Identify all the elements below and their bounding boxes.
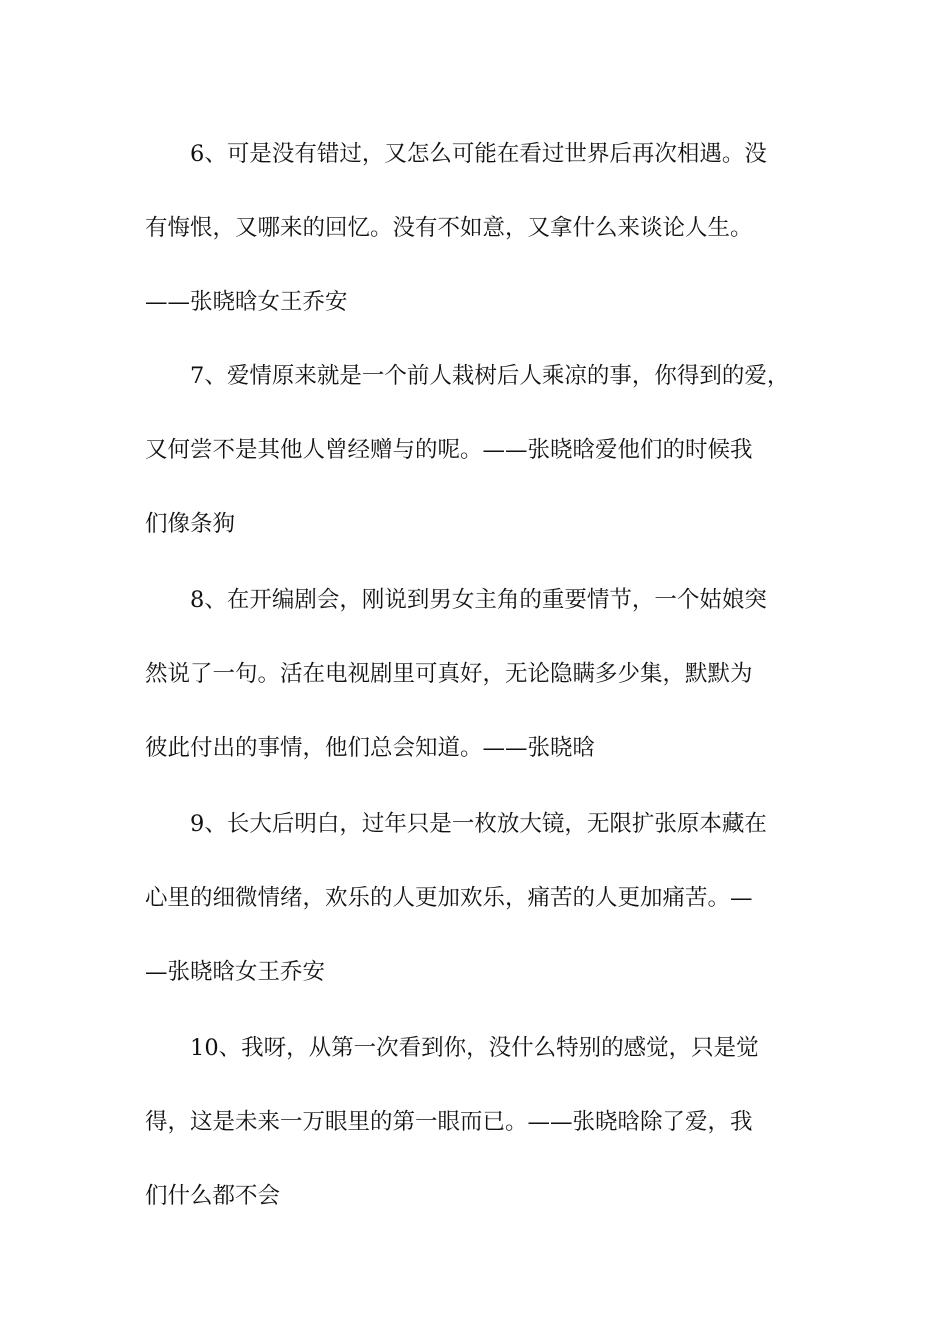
quote-10-line-1: 10、我呀，从第一次看到你，没什么特别的感觉，只是觉 [190, 1035, 759, 1061]
quote-10-line-2: 得，这是未来一万眼里的第一眼而已。——张晓晗除了爱，我 [145, 1109, 753, 1135]
quote-8-line-1: 8、在开编剧会，刚说到男女主角的重要情节，一个姑娘突 [190, 587, 767, 613]
quote-7-line-2: 又何尝不是其他人曾经赠与的呢。——张晓晗爱他们的时候我 [145, 437, 753, 463]
quote-8-line-3: 彼此付出的事情，他们总会知道。——张晓晗 [145, 735, 596, 761]
quote-10-line-3: 们什么都不会 [145, 1183, 281, 1209]
quote-7-line-3: 们像条狗 [145, 511, 236, 537]
quote-6-line-1: 6、可是没有错过，又怎么可能在看过世界后再次相遇。没 [190, 141, 767, 167]
quote-6-line-2: 有悔恨，又哪来的回忆。没有不如意，又拿什么来谈论人生。 [145, 215, 753, 241]
quote-8-line-2: 然说了一句。活在电视剧里可真好，无论隐瞒多少集，默默为 [145, 661, 753, 687]
quote-9-attribution: —张晓晗女王乔安 [145, 959, 326, 985]
quote-7-line-1: 7、爱情原来就是一个前人栽树后人乘凉的事，你得到的爱， [190, 363, 790, 389]
quote-9-line-1: 9、长大后明白，过年只是一枚放大镜，无限扩张原本藏在 [190, 811, 767, 837]
quote-9-line-2: 心里的细微情绪，欢乐的人更加欢乐，痛苦的人更加痛苦。— [145, 885, 753, 911]
quote-6-attribution: ——张晓晗女王乔安 [145, 289, 348, 315]
